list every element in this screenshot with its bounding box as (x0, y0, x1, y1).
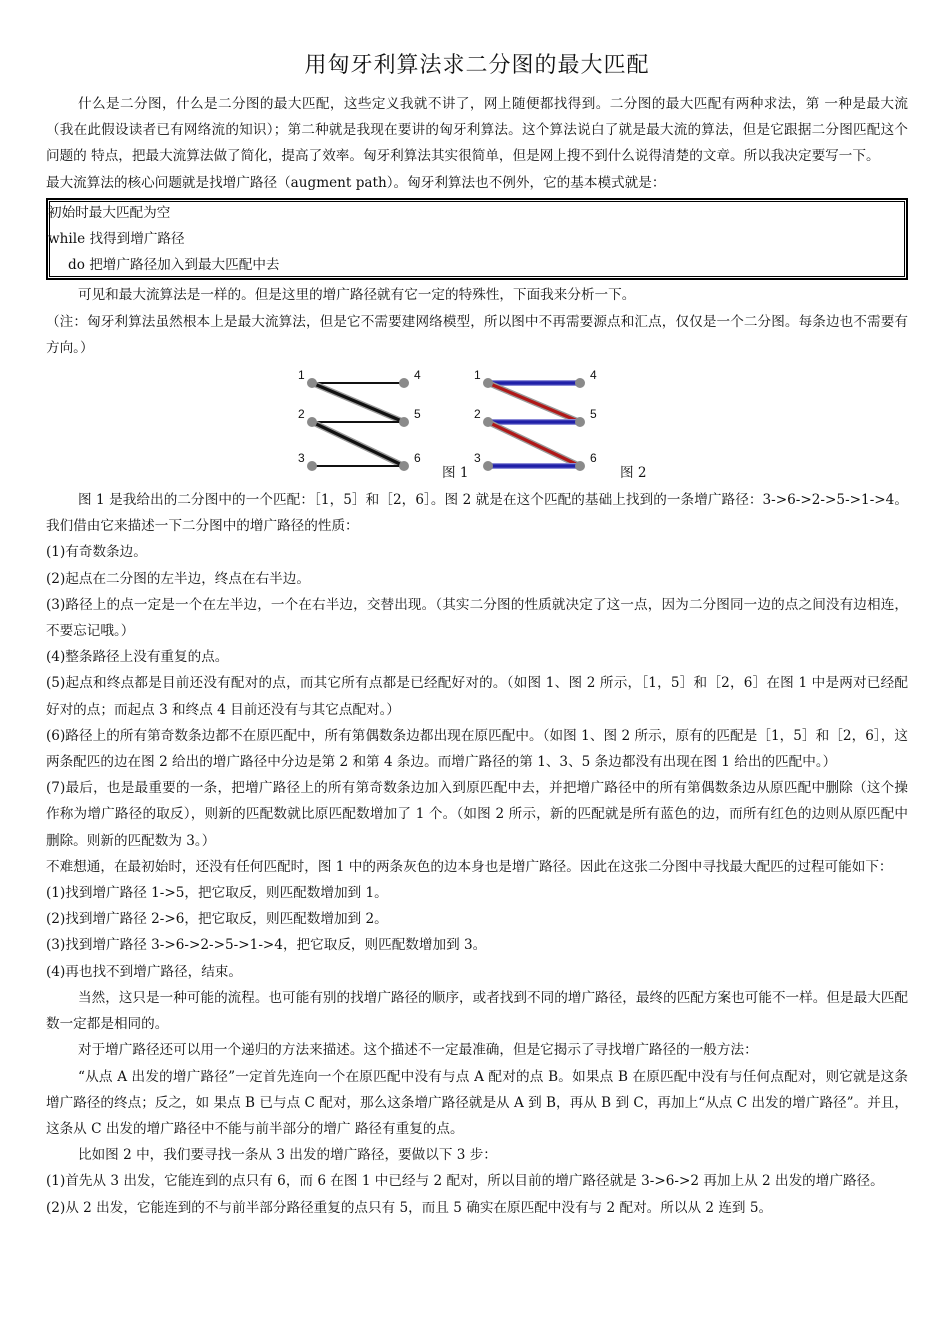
body-paragraph: (2)起点在二分图的左半边，终点在右半边。 (46, 570, 310, 587)
node (483, 417, 493, 427)
figures (46, 365, 908, 487)
page-title: 用匈牙利算法求二分图的最大匹配 (304, 53, 650, 78)
node (575, 378, 585, 388)
node (307, 461, 317, 471)
node (399, 378, 409, 388)
body-paragraph: (6)路径上的所有第奇数条边都不在原匹配中，所有第偶数条边都出现在原匹配中。（如图 1、图 2 所示，原有的匹配是［1，5］和［2，6］，这两条配匹的边在图 2 给出的增广路径中分边是第 2 和第 4 条边。而增广路径的第 1、3、5 条边都没有出现在图 1 给出的匹配中。） (46, 727, 908, 771)
node-label: 3 (298, 451, 305, 466)
figure-caption: 图 1 (442, 465, 469, 482)
node-label: 4 (414, 368, 421, 383)
bipartite-figures (46, 365, 908, 487)
body-paragraph: 图 1 是我给出的二分图中的一个匹配：［1，5］和［2，6］。图 2 就是在这个匹配的基础上找到的一条增广路径：3->6->2->5->1->4。我们借由它来描述一下二分图中的增广路径的性质： (46, 492, 908, 535)
algorithm-line: do 把增广路径加入到最大匹配中去 (68, 257, 280, 274)
node (575, 417, 585, 427)
body-paragraph: (3)路径上的点一定是一个在左半边，一个在右半边，交替出现。（其实二分图的性质就决定了这一点，因为二分图同一边的点之间没有边相连，不要忘记哦。） (46, 596, 908, 640)
node-label: 1 (298, 368, 305, 383)
body-paragraph: 当然，这只是一种可能的流程。也可能有别的找增广路径的顺序，或者找到不同的增广路径，最终的匹配方案也可能不一样。但是最大匹配数一定都是相同的。 (46, 989, 908, 1033)
document-page (46, 40, 908, 1221)
node-label: 4 (590, 368, 597, 383)
node-label: 5 (414, 407, 421, 422)
edge (488, 422, 580, 466)
node-label: 1 (474, 368, 481, 383)
node-label: 3 (474, 451, 481, 466)
node (307, 417, 317, 427)
body-paragraph: (1)有奇数条边。 (46, 544, 147, 561)
node (307, 378, 317, 388)
edge (312, 383, 404, 422)
node-label: 2 (298, 407, 305, 422)
node-label: 2 (474, 407, 481, 422)
node (399, 417, 409, 427)
body-text (46, 487, 908, 1221)
node (483, 378, 493, 388)
body-paragraph: (5)起点和终点都是目前还没有配对的点，而其它所有点都是已经配好对的。（如图 1、图 2 所示，［1，5］和［2，6］在图 1 中是两对已经配好对的点；而起点 3 和终点 4 目前还没有与其它点配对。） (46, 675, 908, 718)
algorithm-line: while 找得到增广路径 (48, 231, 185, 248)
node-label: 6 (414, 451, 421, 466)
figure-caption: 图 2 (620, 465, 647, 482)
edge (488, 383, 580, 422)
intro-paragraph: 什么是二分图，什么是二分图的最大匹配，这些定义我就不讲了，网上随便都找得到。二分图的最大匹配有两种求法，第 一种是最大流（我在此假设读者已有网络流的知识）；第二种就是我现在要讲的匈牙利算法。这个算法说白了就是最大流的算法，但是它跟据二分图匹配这个问题的 特点，把最大流算法做了简化，提高了效率。匈牙利算法其实很简单，但是网上搜不到什么说得清楚的文章。所以我决定要写一下。 (46, 96, 908, 165)
body-paragraph: (2)找到增广路径 2->6，把它取反，则匹配数增加到 2。 (46, 911, 388, 928)
body-paragraph: (1)找到增广路径 1->5，把它取反，则匹配数增加到 1。 (46, 885, 388, 902)
body-paragraph: (4)整条路径上没有重复的点。 (46, 649, 229, 666)
algorithm-line: 初始时最大匹配为空 (48, 204, 171, 221)
node (399, 461, 409, 471)
algorithm-box (46, 198, 908, 281)
body-paragraph: (4)再也找不到增广路径，结束。 (46, 963, 242, 980)
body-paragraph: (7)最后，也是最重要的一条，把增广路径上的所有第奇数条边加入到原匹配中去，并把增广路径中的所有第偶数条边从原匹配中删除（这个操作称为增广路径的取反），则新的匹配数就比原匹配数增加了 1 个。（如图 2 所示，新的匹配就是所有蓝色的边，而所有红色的边则从原匹配中删除。则新的匹配数为 3。） (46, 780, 908, 849)
body-paragraph: (2)从 2 出发，它能连到的不与前半部分路径重复的点只有 5，而且 5 确实在原匹配中没有与 2 配对。所以从 2 连到 5。 (46, 1199, 773, 1216)
body-paragraph: “从点 A 出发的增广路径”一定首先连向一个在原匹配中没有与点 A 配对的点 B。如果点 B 在原匹配中没有与任何点配对，则它就是这条增广路径的终点；反之，如 果点 B 已与点 C 配对，那么这条增广路径就是从 A 到 B，再从 B 到 C，再加上“从点 C 出发的增广路径”。并且，这条从 C 出发的增广路径中不能与前半部分的增广 路径有重复的点。 (46, 1068, 908, 1137)
node (483, 461, 493, 471)
body-paragraph: (1)首先从 3 出发，它能连到的点只有 6，而 6 在图 1 中已经与 2 配对，所以目前的增广路径就是 3->6->2 再加上从 2 出发的增广路径。 (46, 1173, 884, 1190)
body-paragraph: (3)找到增广路径 3->6->2->5->1->4，把它取反，则匹配数增加到 3。 (46, 937, 487, 954)
node-label: 5 (590, 407, 597, 422)
body-paragraph: 比如图 2 中，我们要寻找一条从 3 出发的增广路径，要做以下 3 步： (78, 1147, 497, 1164)
body-paragraph: 对于增广路径还可以用一个递归的方法来描述。这个描述不一定最准确，但是它揭示了寻找增广路径的一般方法： (78, 1042, 758, 1059)
intro-paragraph: 最大流算法的核心问题就是找增广路径（augment path）。匈牙利算法也不例外，它的基本模式就是： (46, 174, 666, 191)
body-paragraph: （注：匈牙利算法虽然根本上是最大流算法，但是它不需要建网络模型，所以图中不再需要源点和汇点，仅仅是一个二分图。每条边也不需要有方向。） (46, 313, 908, 356)
body-paragraph: 可见和最大流算法是一样的。但是这里的增广路径就有它一定的特殊性，下面我来分析一下。 (78, 287, 636, 304)
node (575, 461, 585, 471)
node-label: 6 (590, 451, 597, 466)
body-paragraph: 不难想通，在最初始时，还没有任何匹配时，图 1 中的两条灰色的边本身也是增广路径。因此在这张二分图中寻找最大配匹的过程可能如下： (46, 858, 893, 875)
edge (312, 422, 404, 466)
